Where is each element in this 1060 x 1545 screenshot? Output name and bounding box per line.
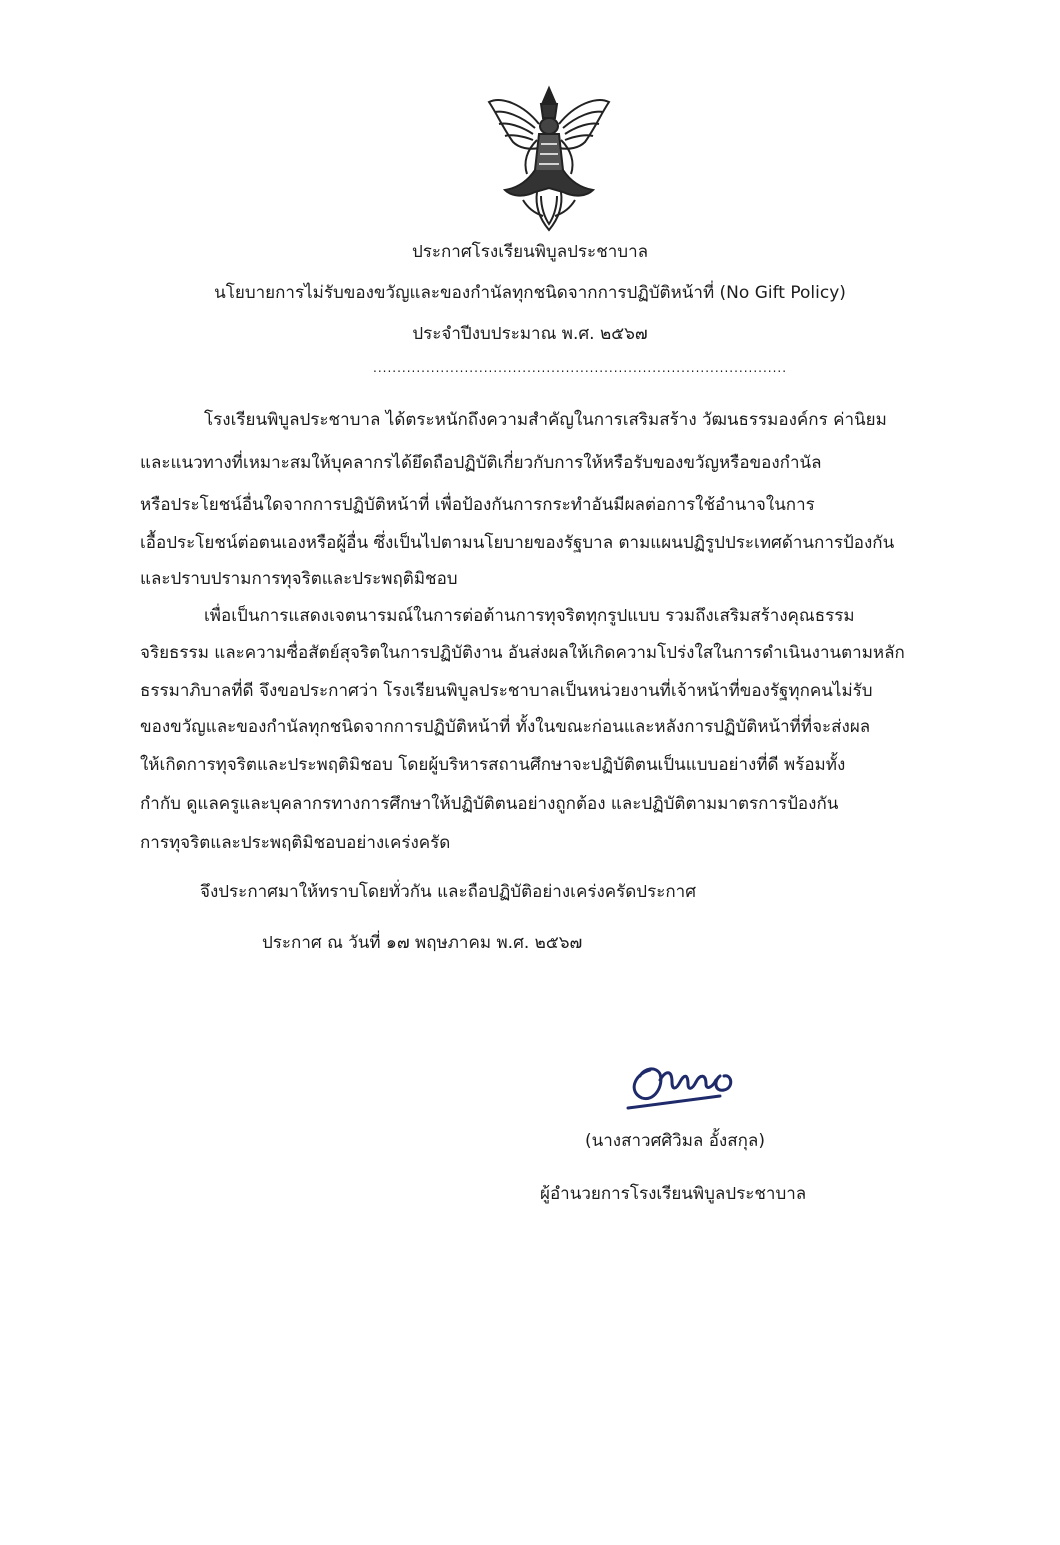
body-line: เพื่อเป็นการแสดงเจตนารมณ์ในการต่อต้านการทุจริตทุกรูปแบบ รวมถึงเสริมสร้างคุณธรรม bbox=[204, 606, 855, 626]
signatory-name: (นางสาวศศิวิมล อั้งสกุล) bbox=[585, 1131, 765, 1151]
body-line: ธรรมาภิบาลที่ดี จึงขอประกาศว่า โรงเรียนพิบูลประชาบาลเป็นหน่วยงานที่เจ้าหน้าที่ของรัฐทุกคนไม่รับ bbox=[140, 681, 873, 701]
body-line: เอื้อประโยชน์ต่อตนเองหรือผู้อื่น ซึ่งเป็นไปตามนโยบายของรัฐบาล ตามแผนปฏิรูปประเทศด้านการป้องกัน bbox=[140, 533, 895, 553]
announcement-date: ประกาศ ณ วันที่ ๑๗ พฤษภาคม พ.ศ. ๒๕๖๗ bbox=[262, 933, 583, 953]
body-line: หรือประโยชน์อื่นใดจากการปฏิบัติหน้าที่ เพื่อป้องกันการกระทำอันมีผลต่อการใช้อำนาจในการ bbox=[140, 495, 815, 515]
body-line: จริยธรรม และความซื่อสัตย์สุจริตในการปฏิบัติงาน อันส่งผลให้เกิดความโปร่งใสในการดำเนินงานตามหลัก bbox=[140, 643, 905, 663]
policy-title: นโยบายการไม่รับของขวัญและของกำนัลทุกชนิดจากการปฏิบัติหน้าที่ (No Gift Policy) bbox=[214, 283, 846, 303]
closing-line: จึงประกาศมาให้ทราบโดยทั่วกัน และถือปฏิบัติอย่างเคร่งครัดประกาศ bbox=[200, 882, 696, 902]
body-line: และแนวทางที่เหมาะสมให้บุคลากรได้ยึดถือปฏิบัติเกี่ยวกับการให้หรือรับของขวัญหรือของกำนัล bbox=[140, 453, 822, 473]
body-line: ให้เกิดการทุจริตและประพฤติมิชอบ โดยผู้บริหารสถานศึกษาจะปฏิบัติตนเป็นแบบอย่างที่ดี พร้อมทั้ง bbox=[140, 755, 846, 775]
body-line: และปราบปรามการทุจริตและประพฤติมิชอบ bbox=[140, 569, 458, 589]
body-line: โรงเรียนพิบูลประชาบาล ได้ตระหนักถึงความสำคัญในการเสริมสร้าง วัฒนธรรมองค์กร ค่านิยม bbox=[204, 410, 887, 430]
dotted-separator: ...................................................................................... bbox=[373, 361, 788, 375]
signatory-title: ผู้อำนวยการโรงเรียนพิบูลประชาบาล bbox=[540, 1184, 807, 1204]
fiscal-year: ประจำปีงบประมาณ พ.ศ. ๒๕๖๗ bbox=[412, 324, 648, 344]
announcement-heading: ประกาศโรงเรียนพิบูลประชาบาล bbox=[411, 242, 649, 262]
garuda-emblem-icon bbox=[483, 84, 615, 234]
body-line: ของขวัญและของกำนัลทุกชนิดจากการปฏิบัติหน้าที่ ทั้งในขณะก่อนและหลังการปฏิบัติหน้าที่ที่จะส่งผล bbox=[140, 717, 871, 737]
body-line: กำกับ ดูแลครูและบุคลากรทางการศึกษาให้ปฏิบัติตนอย่างถูกต้อง และปฏิบัติตามมาตรการป้องกัน bbox=[140, 794, 839, 814]
body-line: การทุจริตและประพฤติมิชอบอย่างเคร่งครัด bbox=[140, 833, 451, 853]
handwritten-signature-icon bbox=[620, 1040, 770, 1120]
